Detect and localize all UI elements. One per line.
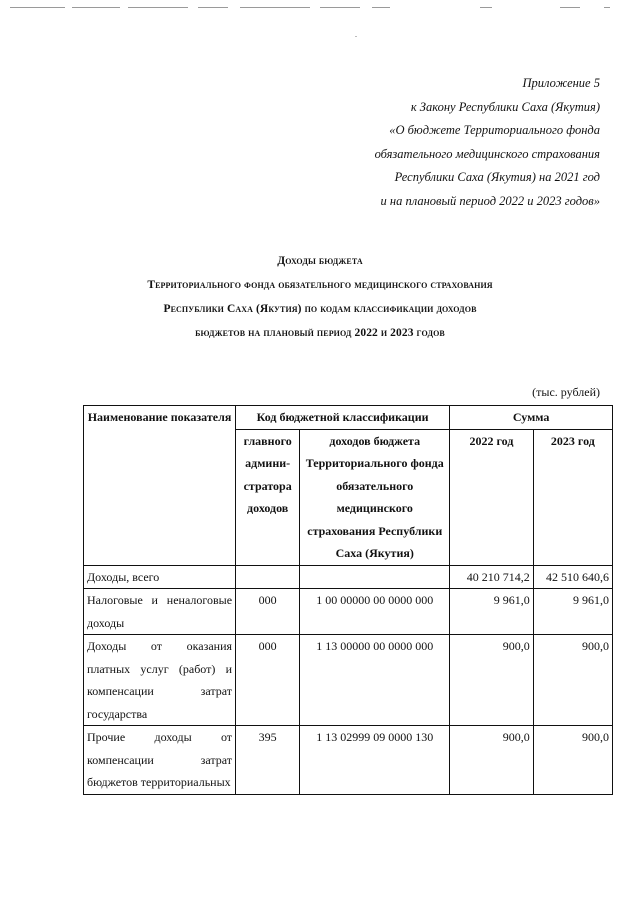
row-admin: 000 — [236, 635, 300, 726]
appendix-line: «О бюджете Территориального фонда — [389, 123, 600, 137]
row-code: 1 00 00000 00 0000 000 — [300, 589, 450, 635]
header-year-2022: 2022 год — [450, 429, 534, 565]
appendix-line: и на плановый период 2022 и 2023 годов» — [380, 193, 600, 208]
row-value-2023: 900,0 — [533, 635, 612, 726]
row-value-2023: 42 510 640,6 — [533, 565, 612, 589]
row-admin — [236, 565, 300, 589]
row-code — [300, 565, 450, 589]
table-row — [84, 589, 613, 635]
row-name: Налоговые и неналоговые доходы — [84, 589, 236, 635]
appendix-line: Приложение 5 — [522, 76, 600, 90]
title-line: бюджетов на плановый период 2022 и 2023 годов — [195, 327, 445, 339]
scan-artifact-top — [0, 0, 640, 14]
scan-speck — [355, 36, 357, 37]
units-label: (тыс. рублей) — [532, 385, 600, 399]
table-header-row — [84, 406, 613, 430]
header-year-2023: 2023 год — [533, 429, 612, 565]
appendix-note — [375, 72, 600, 213]
row-value-2022: 9 961,0 — [450, 589, 534, 635]
row-admin: 395 — [236, 726, 300, 795]
header-code-group: Код бюджетной классификации — [236, 406, 450, 430]
appendix-line: обязательного медицинского страхования — [374, 146, 600, 161]
table-row — [84, 726, 613, 795]
header-sum-group: Сумма — [450, 406, 613, 430]
header-name: Наименование показателя — [84, 406, 236, 566]
row-name: Доходы, всего — [84, 565, 236, 589]
appendix-line: к Закону Республики Саха (Якутия) — [410, 99, 600, 114]
row-value-2022: 900,0 — [450, 726, 534, 795]
title-line: Территориального фонда обязательного медицинского страхования — [147, 279, 493, 291]
header-admin: главного админи-стратора доходов — [236, 429, 300, 565]
title-line: Республики Саха (Якутия) по кодам классификации доходов — [163, 303, 477, 315]
row-name: Прочие доходы от компенсации затрат бюджетов территориальных — [84, 726, 236, 795]
appendix-line: Республики Саха (Якутия) на 2021 год — [394, 170, 600, 184]
title-line: Доходы бюджета — [277, 255, 363, 267]
table-row — [84, 635, 613, 726]
row-value-2022: 40 210 714,2 — [450, 565, 534, 589]
header-income-code: доходов бюджета Территориального фонда обязательного медицинского страхования Республики Саха (Якутия) — [300, 429, 450, 565]
row-value-2022: 900,0 — [450, 635, 534, 726]
row-value-2023: 900,0 — [533, 726, 612, 795]
row-name: Доходы от оказания платных услуг (работ) и компенсации затрат государства — [84, 635, 236, 726]
row-code: 1 13 02999 09 0000 130 — [300, 726, 450, 795]
row-value-2023: 9 961,0 — [533, 589, 612, 635]
row-code: 1 13 00000 00 0000 000 — [300, 635, 450, 726]
row-admin: 000 — [236, 589, 300, 635]
table-row — [84, 565, 613, 589]
income-table — [83, 405, 613, 795]
document-title — [0, 249, 640, 345]
